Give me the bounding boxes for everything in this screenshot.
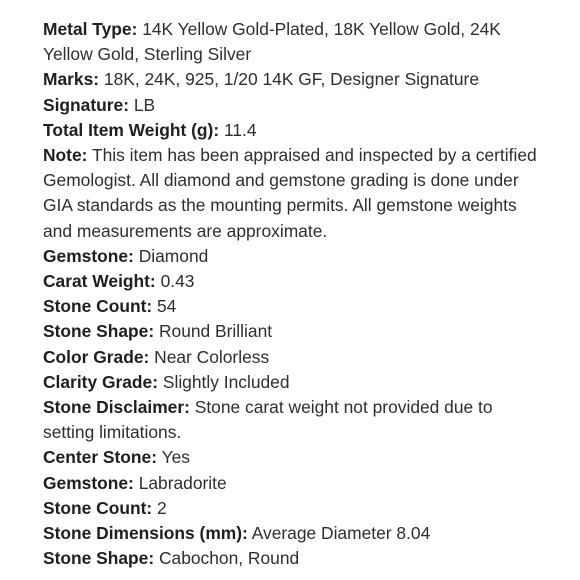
spec-value: 0.43 bbox=[160, 271, 195, 292]
spec-value: 18K, 24K, 925, 1/20 14K GF, Designer Signature bbox=[103, 69, 480, 90]
spec-label: Stone Disclaimer: bbox=[43, 397, 190, 418]
spec-metal-type bbox=[43, 17, 543, 67]
spec-value: Round Brilliant bbox=[158, 321, 273, 342]
spec-label: Gemstone: bbox=[43, 472, 134, 493]
spec-center-stone bbox=[43, 445, 543, 470]
spec-label: Note: bbox=[43, 145, 88, 166]
spec-value: Stone carat weight not provided due to setting limitations. bbox=[43, 397, 493, 443]
spec-label: Metal Type: bbox=[43, 19, 138, 39]
spec-value: Labradorite bbox=[138, 472, 227, 493]
spec-label: Total Item Weight (g): bbox=[43, 119, 220, 140]
spec-note bbox=[43, 143, 543, 244]
spec-color-grade bbox=[43, 345, 543, 370]
spec-value: This item has been appraised and inspected by a certified Gemologist. All diamond and gemstone grading is done under GIA standards as the mounting permits. All gemstone weights and measurements are approximate. bbox=[43, 145, 537, 241]
spec-value: 54 bbox=[157, 296, 177, 317]
spec-label: Signature: bbox=[43, 94, 129, 115]
spec-label: Clarity Grade: bbox=[43, 371, 159, 392]
spec-stone-shape-2 bbox=[43, 546, 543, 571]
spec-label: Gemstone: bbox=[43, 245, 134, 266]
spec-label: Marks: bbox=[43, 69, 100, 90]
spec-value: 11.4 bbox=[223, 119, 257, 140]
spec-value: Near Colorless bbox=[154, 346, 270, 367]
spec-value: 2 bbox=[157, 497, 167, 518]
spec-label: Color Grade: bbox=[43, 346, 150, 367]
spec-label: Stone Count: bbox=[43, 497, 153, 518]
spec-stone-count-2 bbox=[43, 496, 543, 521]
spec-value: Diamond bbox=[138, 245, 209, 266]
spec-gemstone-2 bbox=[43, 471, 543, 496]
spec-stone-disclaimer bbox=[43, 395, 543, 445]
spec-stone-shape bbox=[43, 319, 543, 344]
spec-value: Cabochon, Round bbox=[158, 548, 300, 569]
item-specifications bbox=[43, 17, 543, 571]
spec-stone-dimensions bbox=[43, 521, 543, 546]
spec-marks bbox=[43, 67, 543, 92]
spec-label: Stone Shape: bbox=[43, 548, 155, 569]
spec-signature bbox=[43, 93, 543, 118]
spec-label: Stone Count: bbox=[43, 296, 153, 317]
spec-stone-count bbox=[43, 294, 543, 319]
spec-value: Yes bbox=[161, 447, 190, 468]
spec-clarity-grade bbox=[43, 370, 543, 395]
spec-value: Average Diameter 8.04 bbox=[251, 523, 431, 544]
spec-carat-weight bbox=[43, 269, 543, 294]
spec-label: Stone Shape: bbox=[43, 321, 155, 342]
spec-value: LB bbox=[133, 94, 156, 115]
spec-label: Stone Dimensions (mm): bbox=[43, 523, 248, 544]
spec-value: 14K Yellow Gold-Plated, 18K Yellow Gold, 24K Yellow Gold, Sterling Silver bbox=[43, 19, 501, 65]
spec-total-item-weight bbox=[43, 118, 543, 143]
spec-gemstone bbox=[43, 244, 543, 269]
spec-label: Center Stone: bbox=[43, 447, 158, 468]
spec-label: Carat Weight: bbox=[43, 271, 156, 292]
spec-value: Slightly Included bbox=[162, 371, 290, 392]
